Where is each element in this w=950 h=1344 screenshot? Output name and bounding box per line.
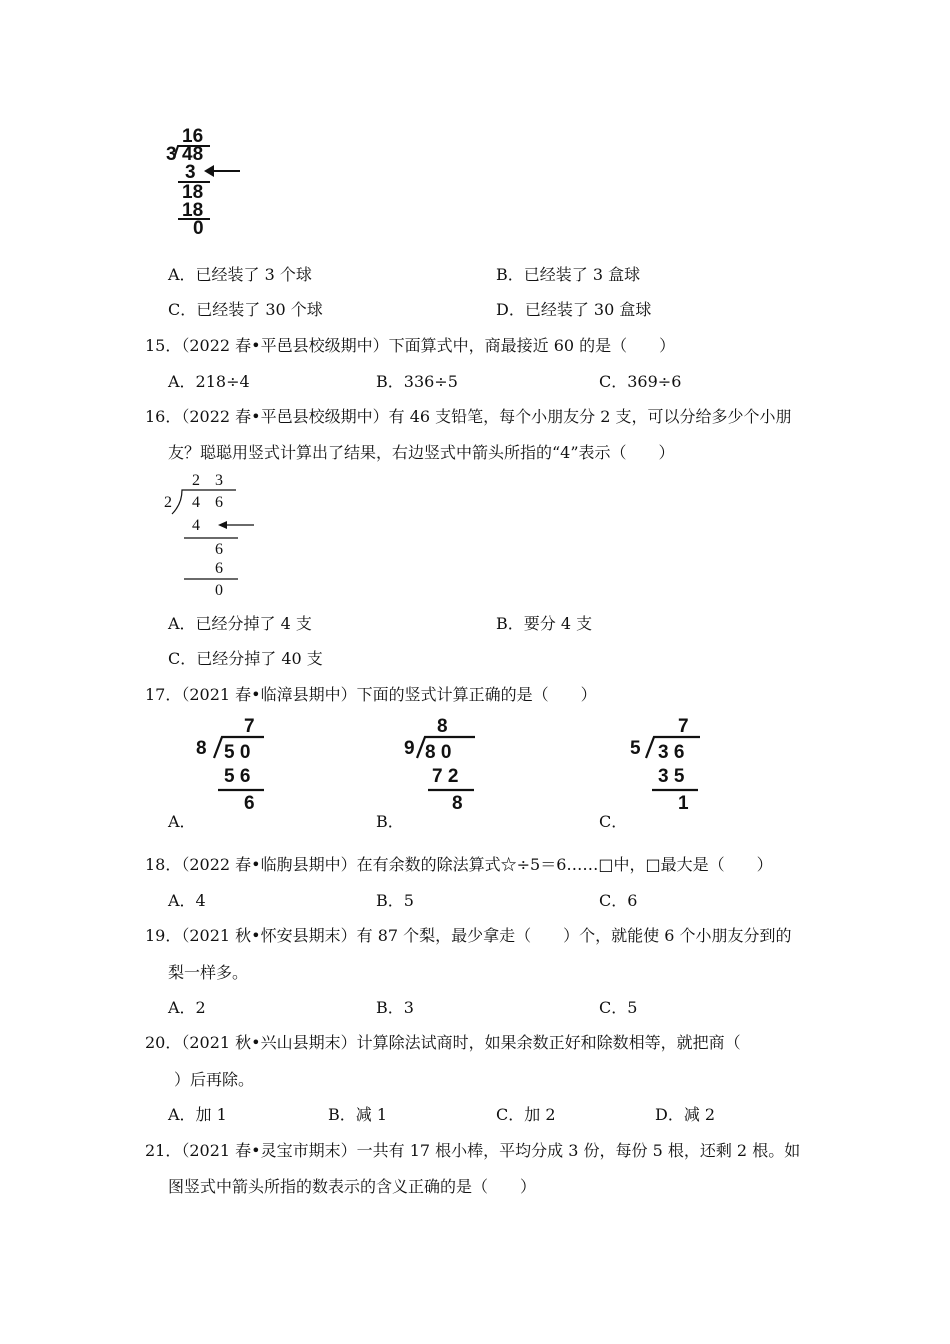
- q14-option-a[interactable]: A．已经装了 3 个球: [168, 265, 312, 284]
- q16-remainder: 0: [215, 582, 223, 599]
- q16-text-line2: 友？聪聪用竖式计算出了结果，右边竖式中箭头所指的“4”表示（ ）: [168, 443, 675, 462]
- q17c-quotient: 7: [678, 716, 689, 737]
- q19-text-line2: 梨一样多。: [168, 963, 249, 982]
- q16-division-figure: [160, 468, 270, 600]
- q14-step1: 3: [185, 162, 196, 183]
- q14-arrow: [204, 165, 240, 177]
- q18-option-b[interactable]: B．5: [376, 891, 414, 910]
- q17c-divisor: 5: [630, 738, 641, 759]
- q21-text-line2: 图竖式中箭头所指的数表示的含义正确的是（ ）: [168, 1177, 537, 1196]
- q16-option-b[interactable]: B．要分 4 支: [496, 614, 593, 633]
- q16-step2: 6: [215, 541, 223, 558]
- q14-option-d[interactable]: D．已经装了 30 盒球: [496, 300, 652, 319]
- q14-quotient: 16: [182, 126, 204, 147]
- q14-option-b[interactable]: B．已经装了 3 盒球: [496, 265, 641, 284]
- q17-figure-a: [192, 712, 282, 814]
- q17c-dividend: 3 6: [658, 742, 685, 763]
- q17-option-c[interactable]: C．: [599, 812, 628, 831]
- q16-option-c[interactable]: C．已经分掉了 40 支: [168, 649, 323, 668]
- q17-text: 17．（2021 春•临漳县期中）下面的竖式计算正确的是（ ）: [145, 685, 597, 704]
- q17a-product: 5 6: [224, 766, 251, 787]
- q17b-dividend: 8 0: [425, 742, 452, 763]
- q19-option-c[interactable]: C．5: [599, 998, 638, 1017]
- q17a-remainder: 6: [244, 793, 255, 814]
- q14-step2: 18: [182, 182, 204, 203]
- q17-figure-c: [626, 712, 716, 814]
- q19-option-b[interactable]: B．3: [376, 998, 414, 1017]
- q17b-product: 7 2: [432, 766, 459, 787]
- q17b-remainder: 8: [452, 793, 463, 814]
- q15-option-a[interactable]: A．218÷4: [168, 372, 250, 391]
- q16-step3: 6: [215, 560, 223, 577]
- q17a-dividend: 5 0: [224, 742, 251, 763]
- q20-option-d[interactable]: D．减 2: [655, 1105, 716, 1124]
- q18-option-a[interactable]: A．4: [168, 891, 206, 910]
- q17-option-b[interactable]: B．: [376, 812, 404, 831]
- q17a-divisor: 8: [196, 738, 207, 759]
- q17a-quotient: 7: [244, 716, 255, 737]
- q17c-product: 3 5: [658, 766, 685, 787]
- q16-step1: 4: [192, 517, 200, 534]
- q16-quotient-digit1: 2: [192, 472, 200, 489]
- q15-text: 15．（2022 春•平邑县校级期中）下面算式中，商最接近 60 的是（ ）: [145, 336, 676, 355]
- q16-text-line1: 16．（2022 春•平邑县校级期中）有 46 支铅笔，每个小朋友分 2 支，可以分给多少个小朋: [145, 407, 792, 426]
- q14-divisor: 3: [166, 144, 177, 165]
- q16-bracket: [172, 490, 236, 514]
- q18-text: 18．（2022 春•临朐县期中）在有余数的除法算式☆÷5＝6……□中，□最大是（ ）: [145, 855, 773, 874]
- q16-dividend-digit2: 6: [215, 494, 223, 511]
- q14-option-c[interactable]: C．已经装了 30 个球: [168, 300, 323, 319]
- q14-step3: 18: [182, 200, 204, 221]
- q18-option-c[interactable]: C．6: [599, 891, 638, 910]
- q17b-divisor: 9: [404, 738, 415, 759]
- q16-option-a[interactable]: A．已经分掉了 4 支: [168, 614, 312, 633]
- q19-option-a[interactable]: A．2: [168, 998, 206, 1017]
- q17-figure-b: [400, 712, 490, 814]
- q16-dividend-digit1: 4: [192, 494, 200, 511]
- q20-text-line1: 20．（2021 秋•兴山县期末）计算除法试商时，如果余数正好和除数相等，就把商（: [145, 1033, 741, 1052]
- q19-text-line1: 19．（2021 秋•怀安县期末）有 87 个梨，最少拿走（ ）个，就能使 6 个小朋友分到的: [145, 926, 792, 945]
- q17-option-a[interactable]: A．: [168, 812, 196, 831]
- q15-option-c[interactable]: C．369÷6: [599, 372, 682, 391]
- q15-option-b[interactable]: B．336÷5: [376, 372, 458, 391]
- q20-option-c[interactable]: C．加 2: [496, 1105, 556, 1124]
- q14-division-figure: [160, 122, 250, 240]
- q16-arrow: [218, 521, 254, 529]
- q20-option-b[interactable]: B．减 1: [328, 1105, 388, 1124]
- q20-text-line2: ）后再除。: [174, 1070, 255, 1089]
- q14-remainder: 0: [193, 218, 204, 239]
- q20-option-a[interactable]: A．加 1: [168, 1105, 227, 1124]
- q21-text-line1: 21．（2021 春•灵宝市期末）一共有 17 根小棒，平均分成 3 份，每份 5 根，还剩 2 根。如: [145, 1141, 801, 1160]
- q14-dividend: 48: [182, 144, 204, 165]
- q17b-quotient: 8: [437, 716, 448, 737]
- q17c-remainder: 1: [678, 793, 689, 814]
- q16-divisor: 2: [164, 494, 172, 511]
- q16-quotient-digit2: 3: [215, 472, 223, 489]
